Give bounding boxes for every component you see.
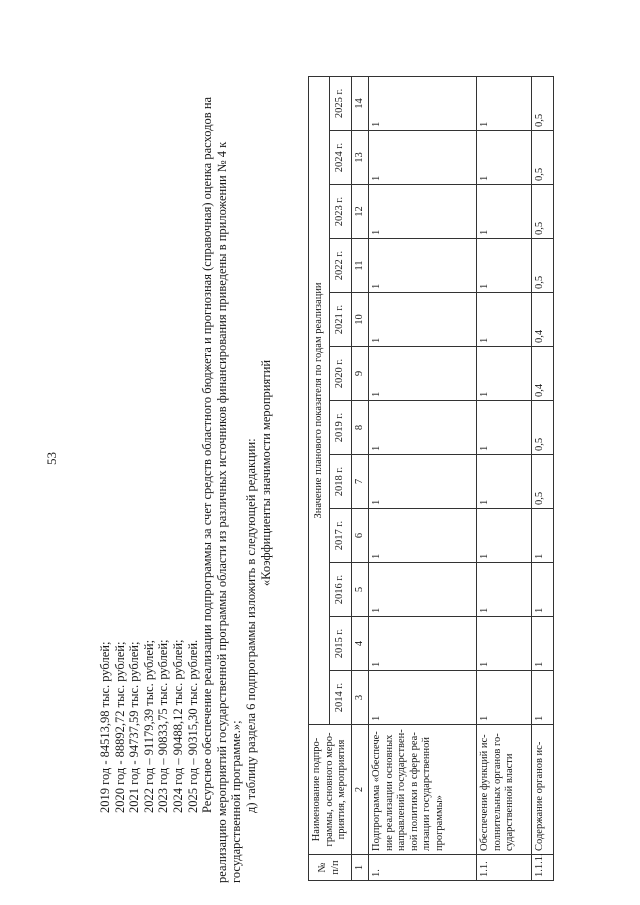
row-value: 1 (369, 455, 477, 509)
col-number: 9 (351, 347, 369, 401)
head-group: Значение планового показателя по годам реализации (309, 76, 330, 724)
row-value: 1 (369, 185, 477, 239)
funding-line: 2022 год – 91179,39 тыс. рублей; (141, 639, 156, 813)
year-header: 2021 г. (330, 293, 351, 347)
col-number: 13 (351, 131, 369, 185)
table-row (532, 76, 554, 880)
year-header: 2015 г. (330, 617, 351, 671)
row-value: 1 (369, 76, 477, 130)
row-value: 1 (532, 617, 554, 671)
row-value: 1 (477, 185, 532, 239)
row-value: 1 (369, 509, 477, 563)
col-number: 12 (351, 185, 369, 239)
year-header: 2025 г. (330, 76, 351, 130)
row-value: 0,5 (532, 76, 554, 130)
row-value: 1 (369, 239, 477, 293)
page-number: 53 (44, 452, 59, 465)
row-value: 1 (369, 347, 477, 401)
row-name: Содержание органов ис- (532, 725, 554, 855)
row-value: 1 (532, 509, 554, 563)
paragraph-instruction: д) таблицу раздела 6 подпрограммы изложить в следующей редакции: (243, 438, 258, 813)
row-num: 1. (369, 855, 477, 881)
paragraph-resources: Ресурсное обеспечение реализации подпрограммы за счет средств областного бюджета и прогнозная (справочная) оценка расходов на реализацию мероприятий государственной программы области из различных источников финансирования приведены в приложении № 4 к государственной программе.»; (200, 96, 244, 883)
head-name: Наименование подпро-граммы, основного меро-приятия, мероприятия (309, 725, 352, 855)
col-number: 4 (351, 617, 369, 671)
table-title: «Коэффициенты значимости мероприятий (258, 359, 273, 587)
funding-line: 2020 год - 88892,72 тыс. рублей; (112, 641, 127, 813)
row-value: 1 (532, 671, 554, 725)
row-num: 1.1. (477, 855, 532, 881)
row-value: 1 (477, 347, 532, 401)
col-number: 1 (351, 855, 369, 881)
table-row (477, 76, 532, 880)
row-value: 1 (477, 293, 532, 347)
row-value: 1 (532, 563, 554, 617)
col-number: 2 (351, 725, 369, 855)
funding-line: 2025 год – 90315,30 тыс. рублей. (185, 639, 200, 813)
row-value: 0,4 (532, 293, 554, 347)
row-value: 1 (477, 239, 532, 293)
funding-line: 2023 год – 90833,75 тыс. рублей; (156, 639, 171, 813)
year-header: 2017 г. (330, 509, 351, 563)
row-name: Обеспечение функций ис-полнительных органов го-сударственной власти (477, 725, 532, 855)
funding-line: 2024 год – 90488,12 тыс. рублей; (170, 639, 185, 813)
row-value: 1 (369, 401, 477, 455)
row-value: 0,4 (532, 347, 554, 401)
col-number: 6 (351, 509, 369, 563)
table-row (369, 76, 477, 880)
row-num: 1.1.1. (532, 855, 554, 881)
row-value: 1 (477, 509, 532, 563)
year-header: 2020 г. (330, 347, 351, 401)
row-value: 1 (477, 131, 532, 185)
row-value: 1 (477, 617, 532, 671)
row-value: 1 (369, 293, 477, 347)
row-value: 0,5 (532, 401, 554, 455)
row-value: 0,5 (532, 185, 554, 239)
row-value: 0,5 (532, 455, 554, 509)
year-header: 2016 г. (330, 563, 351, 617)
row-value: 1 (477, 563, 532, 617)
significance-table (308, 76, 554, 881)
row-value: 0,5 (532, 239, 554, 293)
row-name: Подпрограмма «Обеспече-ние реализации основных направлений государствен-ной политики в сфере реа-лизации государственной программы» (369, 725, 477, 855)
row-value: 1 (477, 401, 532, 455)
head-num: № п/п (309, 855, 352, 881)
row-value: 1 (477, 455, 532, 509)
col-number: 5 (351, 563, 369, 617)
col-number: 3 (351, 671, 369, 725)
row-value: 1 (477, 671, 532, 725)
row-value: 0,5 (532, 131, 554, 185)
row-value: 1 (369, 671, 477, 725)
year-header: 2022 г. (330, 239, 351, 293)
rotated-page (8, 10, 628, 895)
col-number: 8 (351, 401, 369, 455)
year-header: 2023 г. (330, 185, 351, 239)
year-header: 2018 г. (330, 455, 351, 509)
col-number: 14 (351, 76, 369, 130)
row-value: 1 (369, 617, 477, 671)
col-number: 7 (351, 455, 369, 509)
funding-line: 2019 год - 84513,98 тыс. рублей; (98, 641, 112, 813)
column-number-row (351, 76, 369, 880)
col-number: 10 (351, 293, 369, 347)
col-number: 11 (351, 239, 369, 293)
text-block (98, 63, 273, 883)
funding-line: 2021 год - 94737,59 тыс. рублей; (127, 641, 142, 813)
row-value: 1 (369, 131, 477, 185)
row-value: 1 (369, 563, 477, 617)
year-header: 2014 г. (330, 671, 351, 725)
year-header: 2019 г. (330, 401, 351, 455)
year-header: 2024 г. (330, 131, 351, 185)
row-value: 1 (477, 76, 532, 130)
